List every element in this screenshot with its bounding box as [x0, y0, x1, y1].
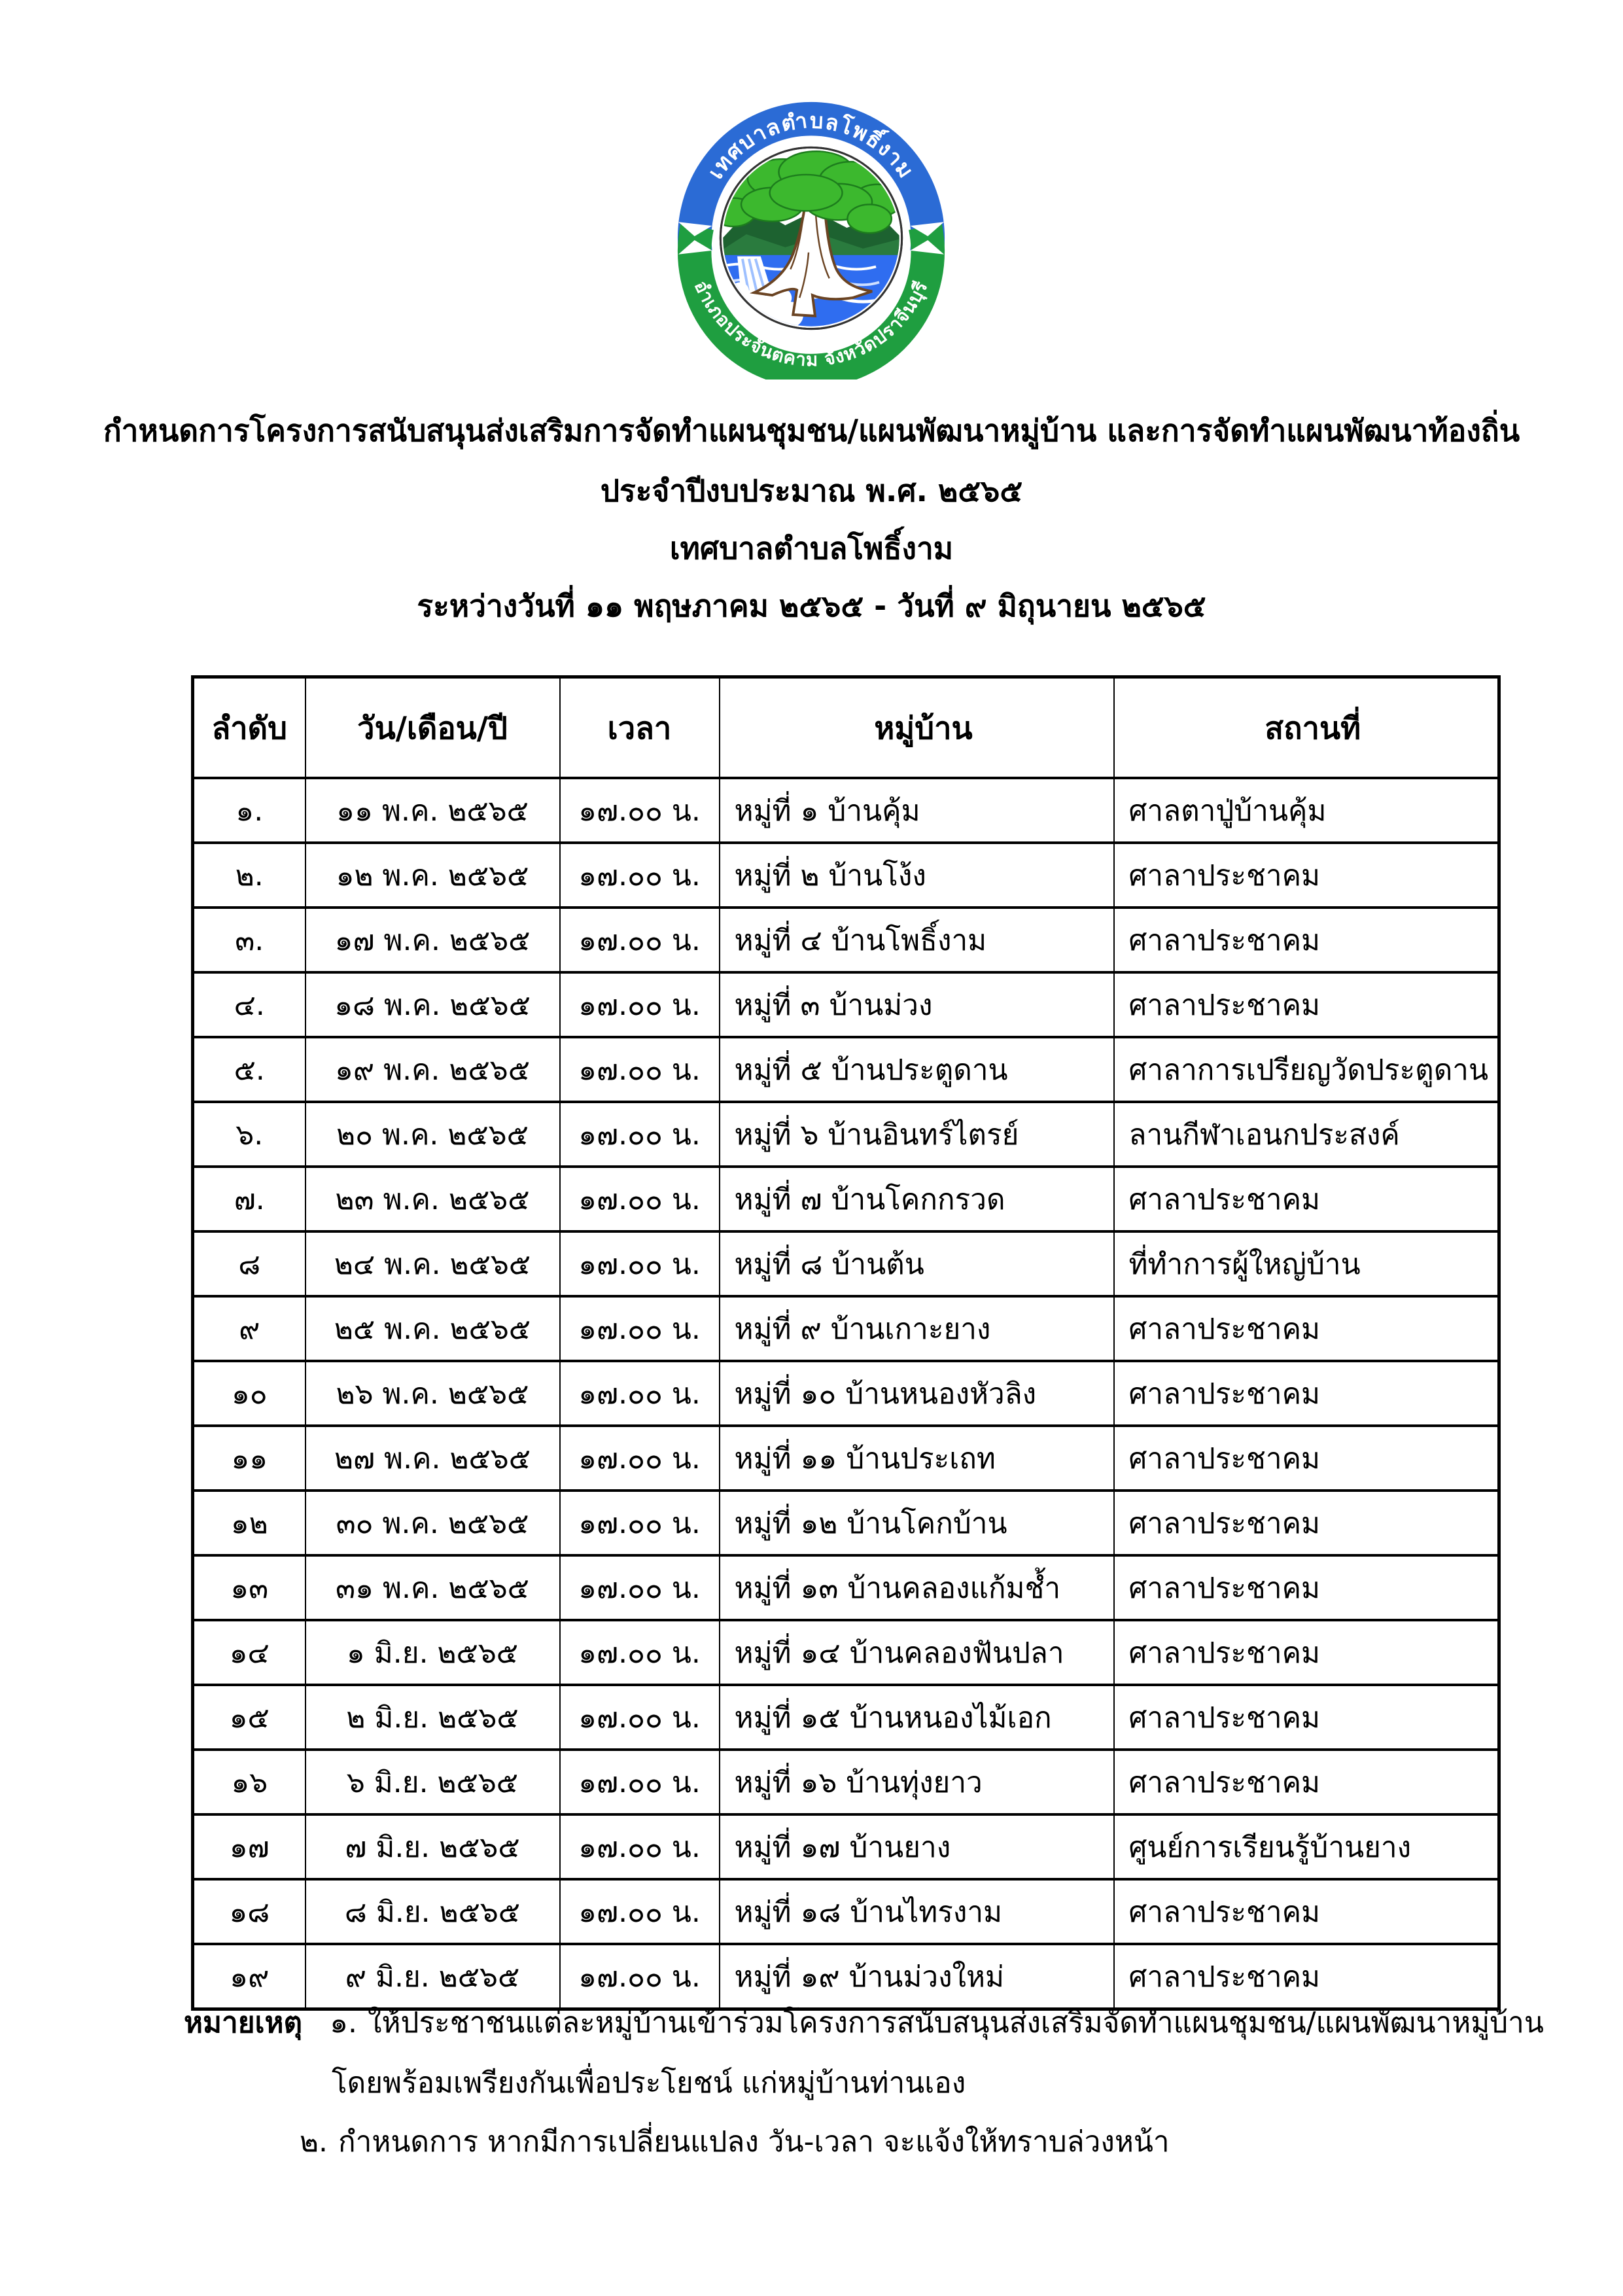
column-header-0: ลำดับ: [193, 677, 305, 779]
cell-date: ๙ มิ.ย. ๒๕๖๕: [305, 1944, 560, 2009]
cell-no: ๘: [193, 1231, 305, 1296]
table-row: [193, 1167, 1499, 1231]
seal-bottom-text: อำเภอประจันตคาม จังหวัดปราจีนบุรี: [689, 277, 932, 371]
table-row: [193, 1750, 1499, 1814]
cell-time: ๑๗.๐๐ น.: [560, 1361, 720, 1426]
table-row: [193, 1231, 1499, 1296]
cell-place: ศาลาประชาคม: [1114, 908, 1499, 972]
column-header-4: สถานที่: [1114, 677, 1499, 779]
document-title-line-1: กำหนดการโครงการสนับสนุนส่งเสริมการจัดทำแผนชุมชน/แผนพัฒนาหมู่บ้าน และการจัดทำแผนพัฒนาท้องถิ่น: [103, 413, 1520, 448]
cell-no: ๑๙: [193, 1944, 305, 2009]
cell-village: หมู่ที่ ๑๙ บ้านม่วงใหม่: [720, 1944, 1114, 2009]
note-line-3: [300, 2119, 1170, 2164]
cell-date: ๒๓ พ.ค. ๒๕๖๕: [305, 1167, 560, 1231]
cell-time: ๑๗.๐๐ น.: [560, 1879, 720, 1944]
document-title-line-2: ประจำปีงบประมาณ พ.ศ. ๒๕๖๕: [600, 473, 1023, 508]
cell-time: ๑๗.๐๐ น.: [560, 778, 720, 843]
cell-village: หมู่ที่ ๑๒ บ้านโคกบ้าน: [720, 1491, 1114, 1555]
table-row: [193, 1037, 1499, 1102]
cell-no: ๕.: [193, 1037, 305, 1102]
cell-no: ๔.: [193, 972, 305, 1037]
cell-time: ๑๗.๐๐ น.: [560, 1685, 720, 1750]
table-row: [193, 908, 1499, 972]
cell-date: ๒ มิ.ย. ๒๕๖๕: [305, 1685, 560, 1750]
cell-village: หมู่ที่ ๑๔ บ้านคลองฟันปลา: [720, 1620, 1114, 1685]
cell-place: ศาลาประชาคม: [1114, 1296, 1499, 1361]
table-row: [193, 1879, 1499, 1944]
cell-no: ๑๑: [193, 1426, 305, 1491]
cell-date: ๑๘ พ.ค. ๒๕๖๕: [305, 972, 560, 1037]
cell-place: ศาลาการเปรียญวัดประตูดาน: [1114, 1037, 1499, 1102]
cell-village: หมู่ที่ ๑๐ บ้านหนองหัวลิง: [720, 1361, 1114, 1426]
cell-time: ๑๗.๐๐ น.: [560, 1296, 720, 1361]
column-header-1: วัน/เดือน/ปี: [305, 677, 560, 779]
table-row: [193, 972, 1499, 1037]
table-row: [193, 1814, 1499, 1879]
seal-top-text: เทศบาลตำบลโพธิ์งาม: [703, 107, 920, 184]
table-row: [193, 1361, 1499, 1426]
cell-village: หมู่ที่ ๙ บ้านเกาะยาง: [720, 1296, 1114, 1361]
cell-time: ๑๗.๐๐ น.: [560, 1944, 720, 2009]
cell-no: ๑๕: [193, 1685, 305, 1750]
cell-time: ๑๗.๐๐ น.: [560, 972, 720, 1037]
cell-village: หมู่ที่ ๑๕ บ้านหนองไม้เอก: [720, 1685, 1114, 1750]
document-title-line-4: ระหว่างวันที่ ๑๑ พฤษภาคม ๒๕๖๕ - วันที่ ๙ มิถุนายน ๒๕๖๕: [417, 588, 1206, 624]
cell-date: ๓๑ พ.ค. ๒๕๖๕: [305, 1555, 560, 1620]
cell-village: หมู่ที่ ๕ บ้านประตูดาน: [720, 1037, 1114, 1102]
cell-village: หมู่ที่ ๑ บ้านคุ้ม: [720, 778, 1114, 843]
note-line-2: [332, 2060, 966, 2106]
cell-place: ศาลาประชาคม: [1114, 1426, 1499, 1491]
cell-time: ๑๗.๐๐ น.: [560, 1231, 720, 1296]
cell-village: หมู่ที่ ๘ บ้านต้น: [720, 1231, 1114, 1296]
cell-time: ๑๗.๐๐ น.: [560, 1620, 720, 1685]
cell-no: ๗.: [193, 1167, 305, 1231]
column-header-3: หมู่บ้าน: [720, 677, 1114, 779]
note-item1-continuation: โดยพร้อมเพรียงกันเพื่อประโยชน์ แก่หมู่บ้านท่านเอง: [332, 2066, 966, 2100]
cell-village: หมู่ที่ ๒ บ้านโง้ง: [720, 843, 1114, 908]
note-line-1: [184, 2000, 1544, 2045]
table-row: [193, 1685, 1499, 1750]
cell-place: ศาลาประชาคม: [1114, 1620, 1499, 1685]
cell-place: ศาลาประชาคม: [1114, 1750, 1499, 1814]
header-row: [193, 677, 1499, 779]
cell-time: ๑๗.๐๐ น.: [560, 1102, 720, 1167]
cell-time: ๑๗.๐๐ น.: [560, 1555, 720, 1620]
cell-place: ศาลาประชาคม: [1114, 1944, 1499, 2009]
cell-village: หมู่ที่ ๓ บ้านม่วง: [720, 972, 1114, 1037]
cell-time: ๑๗.๐๐ น.: [560, 1491, 720, 1555]
cell-village: หมู่ที่ ๑๘ บ้านไทรงาม: [720, 1879, 1114, 1944]
cell-time: ๑๗.๐๐ น.: [560, 843, 720, 908]
cell-no: ๙: [193, 1296, 305, 1361]
note-item1-text: ให้ประชาชนแต่ละหมู่บ้านเข้าร่วมโครงการสนับสนุนส่งเสริมจัดทำแผนชุมชน/แผนพัฒนาหมู่บ้าน: [368, 2006, 1544, 2040]
schedule-table-header: [193, 677, 1499, 779]
table-row: [193, 778, 1499, 843]
cell-place: ศาลตาปู่บ้านคุ้ม: [1114, 778, 1499, 843]
cell-village: หมู่ที่ ๖ บ้านอินทร์ไตรย์: [720, 1102, 1114, 1167]
cell-no: ๑.: [193, 778, 305, 843]
note-item1-number: ๑.: [330, 2006, 358, 2040]
cell-place: ศาลาประชาคม: [1114, 972, 1499, 1037]
cell-date: ๒๔ พ.ค. ๒๕๖๕: [305, 1231, 560, 1296]
table-row: [193, 1426, 1499, 1491]
cell-place: ศาลาประชาคม: [1114, 1167, 1499, 1231]
cell-no: ๒.: [193, 843, 305, 908]
cell-date: ๗ มิ.ย. ๒๕๖๕: [305, 1814, 560, 1879]
table-row: [193, 1555, 1499, 1620]
cell-date: ๖ มิ.ย. ๒๕๖๕: [305, 1750, 560, 1814]
cell-place: ศาลาประชาคม: [1114, 1879, 1499, 1944]
cell-date: ๒๕ พ.ค. ๒๕๖๕: [305, 1296, 560, 1361]
note-item2-number: ๒.: [300, 2125, 328, 2159]
cell-time: ๑๗.๐๐ น.: [560, 1167, 720, 1231]
cell-village: หมู่ที่ ๔ บ้านโพธิ์งาม: [720, 908, 1114, 972]
cell-time: ๑๗.๐๐ น.: [560, 1814, 720, 1879]
cell-no: ๑๗: [193, 1814, 305, 1879]
cell-date: ๒๗ พ.ค. ๒๕๖๕: [305, 1426, 560, 1491]
cell-date: ๑๑ พ.ค. ๒๕๖๕: [305, 778, 560, 843]
cell-place: ศาลาประชาคม: [1114, 1361, 1499, 1426]
table-row: [193, 1620, 1499, 1685]
cell-place: ศาลาประชาคม: [1114, 1555, 1499, 1620]
cell-no: ๖.: [193, 1102, 305, 1167]
column-header-2: เวลา: [560, 677, 720, 779]
table-row: [193, 843, 1499, 908]
cell-time: ๑๗.๐๐ น.: [560, 1037, 720, 1102]
cell-date: ๑๒ พ.ค. ๒๕๖๕: [305, 843, 560, 908]
cell-village: หมู่ที่ ๑๑ บ้านประเถท: [720, 1426, 1114, 1491]
cell-no: ๓.: [193, 908, 305, 972]
cell-village: หมู่ที่ ๑๗ บ้านยาง: [720, 1814, 1114, 1879]
cell-place: ศาลาประชาคม: [1114, 843, 1499, 908]
note-label: หมายเหตุ: [184, 2006, 303, 2040]
cell-place: ศูนย์การเรียนรู้บ้านยาง: [1114, 1814, 1499, 1879]
cell-no: ๑๘: [193, 1879, 305, 1944]
table-row: [193, 1102, 1499, 1167]
cell-date: ๑ มิ.ย. ๒๕๖๕: [305, 1620, 560, 1685]
cell-place: ศาลาประชาคม: [1114, 1685, 1499, 1750]
cell-village: หมู่ที่ ๑๖ บ้านทุ่งยาว: [720, 1750, 1114, 1814]
cell-no: ๑๒: [193, 1491, 305, 1555]
document-title-line-3: เทศบาลตำบลโพธิ์งาม: [669, 531, 954, 566]
cell-place: ลานกีฬาเอนกประสงค์: [1114, 1102, 1499, 1167]
cell-no: ๑๓: [193, 1555, 305, 1620]
schedule-table-body: [193, 778, 1499, 2009]
table-row: [193, 1296, 1499, 1361]
cell-date: ๘ มิ.ย. ๒๕๖๕: [305, 1879, 560, 1944]
cell-no: ๑๔: [193, 1620, 305, 1685]
cell-date: ๑๙ พ.ค. ๒๕๖๕: [305, 1037, 560, 1102]
cell-time: ๑๗.๐๐ น.: [560, 1750, 720, 1814]
cell-date: ๒๐ พ.ค. ๒๕๖๕: [305, 1102, 560, 1167]
schedule-table: [191, 675, 1501, 2011]
note-item2-text: กำหนดการ หากมีการเปลี่ยนแปลง วัน-เวลา จะแจ้งให้ทราบล่วงหน้า: [338, 2125, 1170, 2159]
cell-date: ๓๐ พ.ค. ๒๕๖๕: [305, 1491, 560, 1555]
cell-village: หมู่ที่ ๑๓ บ้านคลองแก้มช้ำ: [720, 1555, 1114, 1620]
cell-time: ๑๗.๐๐ น.: [560, 908, 720, 972]
cell-time: ๑๗.๐๐ น.: [560, 1426, 720, 1491]
cell-no: ๑๖: [193, 1750, 305, 1814]
municipality-seal: [675, 97, 947, 380]
cell-village: หมู่ที่ ๗ บ้านโคกกรวด: [720, 1167, 1114, 1231]
cell-no: ๑๐: [193, 1361, 305, 1426]
table-row: [193, 1491, 1499, 1555]
cell-date: ๑๗ พ.ค. ๒๕๖๕: [305, 908, 560, 972]
cell-place: ศาลาประชาคม: [1114, 1491, 1499, 1555]
cell-place: ที่ทำการผู้ใหญ่บ้าน: [1114, 1231, 1499, 1296]
cell-date: ๒๖ พ.ค. ๒๕๖๕: [305, 1361, 560, 1426]
